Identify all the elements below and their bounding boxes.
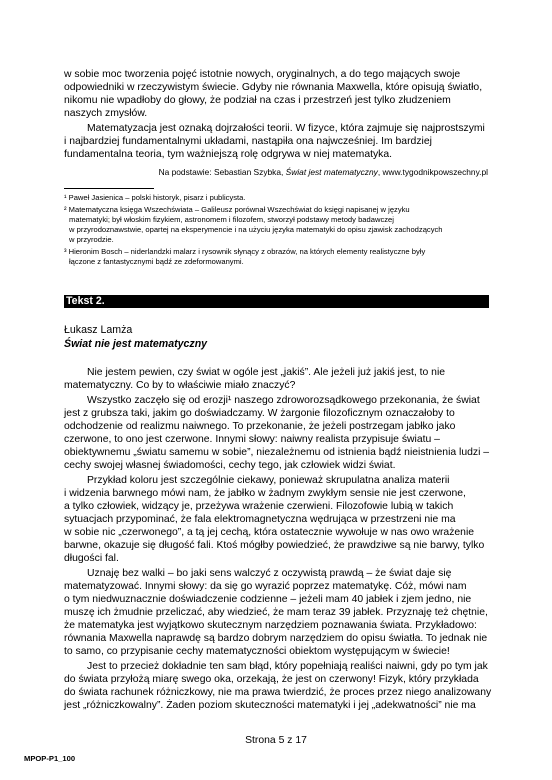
article-title: Świat nie jest matematyczny — [64, 338, 208, 350]
source-suffix: , www.tygodnikpowszechny.pl — [377, 167, 488, 177]
footnote-3-cont: łączone z fantastycznymi bądź ze zdeformowanymi. — [69, 257, 244, 266]
section-header-bar — [64, 295, 489, 308]
text-line: odchodzenie od realizmu naiwnego. To przekonanie, że jeżeli postrzegam jabłko jako — [64, 421, 456, 432]
section-label: Tekst 2. — [66, 295, 105, 307]
footnote-divider — [64, 188, 154, 189]
text-line: równania Maxwella naprawdę są bardzo dobrym narzędziem do opisu światła. To jednak nie — [64, 633, 488, 644]
text-line: odpowiedniki w rzeczywistym świecie. Gdyby nie równania Maxwella, które opisują światło, — [64, 82, 483, 93]
document-code: MPOP-P1_100 — [24, 754, 76, 763]
text-line: jest „różniczkowalny”. Żaden poziom skuteczności matematyki i jej „adekwatności” nie ma — [64, 700, 476, 711]
text-line: o tym niedwuznacznie doświadczenie codzienne – jeżeli mam 40 jabłek i zjem jedno, nie — [64, 594, 472, 605]
text-line: że matematyka jest wyjątkowo skutecznym narzędziem poznawania świata. Przykładowo: — [64, 620, 477, 631]
text-line: Wszystko zaczęło się od erozji¹ naszego zdroworozsądkowego przekonania, że świat — [87, 395, 480, 406]
text-line: nikomu nie wpadłoby do głowy, że podział na czas i przestrzeń jest tylko złudzeniem — [64, 95, 451, 106]
footnote-2: ² Matematyczna księga Wszechświata – Galileusz porównał Wszechświat do księgi napisanej w języku — [64, 205, 410, 214]
page-number: Strona 5 z 17 — [245, 735, 307, 746]
text-line: Nie jestem pewien, czy świat w ogóle jest „jakiś”. Ale jeżeli już jakiś jest, to nie — [87, 367, 446, 378]
footnote-2-cont: w przyrodoznawstwie, opartej na eksperymencie i na użyciu języka matematyki do opisu zjawisk zachodzących — [69, 225, 443, 234]
footnote-2-cont: matematyki; był włoskim fizykiem, astronomem i filozofem, stworzył podstawy metody badawczej — [69, 215, 394, 224]
footnote-1: ¹ Paweł Jasienica – polski historyk, pisarz i publicysta. — [64, 193, 246, 202]
text-line: to samo, co przypisanie cechy matematyczności obiektom występującym w świecie! — [64, 646, 450, 657]
text-line: a tylko człowiek, widzący je, przeżywa wrażenie czerwieni. Filozofowie lubią w takich — [64, 501, 454, 512]
text-line: Jest to przecież dokładnie ten sam błąd, który popełniają realiści naiwni, gdy po tym jak — [87, 661, 488, 672]
text-line: Przykład koloru jest szczególnie ciekawy, ponieważ skrupulatna analiza materii — [87, 475, 450, 486]
text-line: Matematyzacja jest oznaką dojrzałości teorii. W fizyce, która zajmuje się najprostszymi — [87, 123, 485, 134]
article-author: Łukasz Lamża — [64, 324, 133, 336]
text-line: w sobie moc tworzenia pojęć istotnie nowych, oryginalnych, a do tego mających swoje — [64, 69, 461, 80]
text-line: czerwone, to ono jest czerwone. Innymi słowy: naiwny realista przypisuje światu – — [64, 434, 440, 445]
source-citation — [159, 167, 488, 177]
text-line: i najbardziej fundamentalnymi układami, nastąpiła ona najwcześniej. Im bardziej — [64, 136, 432, 147]
text-line: muszę ich żmudnie przeliczać, aby wiedzieć, że mam teraz 39 jabłek. Przyznaję też chętnie, — [64, 607, 488, 618]
text-line: matematyczny. Co by to właściwie miało znaczyć? — [64, 380, 296, 391]
source-title: Świat jest matematyczny — [285, 167, 378, 177]
text-line: barwne, okazuje się długość fali. Ktoś mógłby powiedzieć, że prawdziwe są nie barwy, tylko — [64, 540, 485, 551]
text-line: długości fal. — [64, 553, 119, 564]
text-line: do świata przyłożą miarę swego oka, orzekają, że jest on czerwony! Fizyk, który przykłada — [64, 674, 479, 685]
footnote-3: ³ Hieronim Bosch – niderlandzki malarz i rysownik słynący z obrazów, na których elementy realistyczne były — [64, 247, 426, 256]
text-line: i widzenia barwnego mówi nam, że jabłko w żadnym zwykłym sensie nie jest czerwone, — [64, 488, 466, 499]
text-line: matematyzować. Innymi słowy: da się go wyrazić poprzez matematykę. Cóż, mówi nam — [64, 581, 467, 592]
text-line: sytuacjach przypominać, że fala elektromagnetyczna wędrująca w przestrzeni nie ma — [64, 514, 456, 525]
text-line: cechy swojej własnej świadomości, cechy tego, jak człowiek widzi świat. — [64, 460, 396, 471]
source-prefix: Na podstawie: Sebastian Szybka, — [158, 167, 286, 177]
text-line: w sobie nic „czerwonego”, a tą jej cechą, która ostatecznie wywołuje w nas owo wrażenie — [64, 527, 475, 538]
text-line: fundamentalna teoria, tym ważniejszą rolę odgrywa w niej matematyka. — [64, 149, 393, 160]
text-line: naszych zmysłów. — [64, 108, 148, 119]
text-line: do świata rachunek różniczkowy, nie ma prawa twierdzić, że proces przez niego analizowany — [64, 687, 492, 698]
text-line: jest z grubsza taki, jakim go doświadczamy. W żargonie filozoficznym oznaczałoby to — [64, 408, 455, 419]
text-line: obiektywnemu „światu samemu w sobie”, niezależnemu od istnienia bądź nieistnienia ludzi – — [64, 447, 490, 458]
footnote-2-cont: w przyrodzie. — [69, 235, 114, 244]
text-line: Uznaję bez walki – bo jaki sens walczyć z oczywistą prawdą – że świat daje się — [87, 568, 452, 579]
